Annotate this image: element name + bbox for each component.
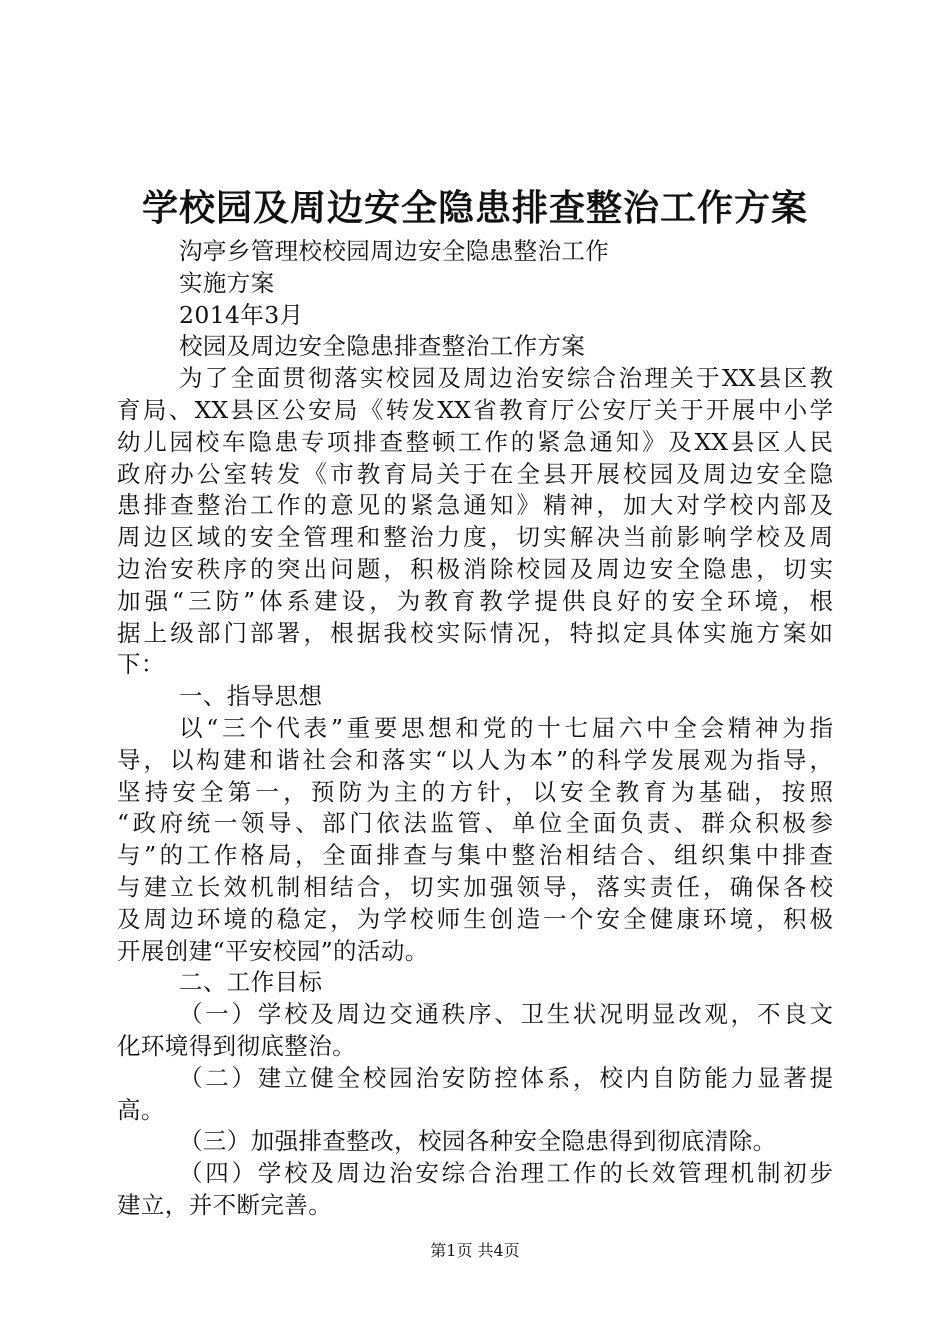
paragraph-line: 开展创建“平安校园”的活动。 — [117, 936, 429, 965]
paragraph-line: 边治安秩序的突出问题，积极消除校园及周边安全隐患，切实 — [117, 554, 833, 583]
paragraph-line: 下： — [117, 650, 165, 679]
paragraph-line: 政府办公室转发《市教育局关于在全县开展校园及周边安全隐 — [117, 459, 833, 488]
subtitle-line: 沟亭乡管理校校园周边安全隐患整治工作 — [179, 237, 610, 265]
section-heading: 二、工作目标 — [179, 968, 323, 997]
date-line: 2014年3月 — [179, 300, 304, 329]
list-item-line: （一）学校及周边交通秩序、卫生状况明显改观，不良文 — [179, 1000, 833, 1029]
paragraph-line: 与建立长效机制相结合，切实加强领导，落实责任，确保各校 — [117, 872, 833, 901]
paragraph-line: 育局、XX县区公安局《转发XX省教育厅公安厅关于开展中小学 — [117, 395, 833, 424]
paragraph-line: 患排查整治工作的意见的紧急通知》精神，加大对学校内部及 — [117, 491, 833, 520]
list-item-line: 化环境得到彻底整治。 — [117, 1031, 356, 1060]
paragraph-line: 导，以构建和谐社会和落实“以人为本”的科学发展观为指导， — [117, 745, 833, 774]
paragraph-line: 及周边环境的稳定，为学校师生创造一个安全健康环境，积极 — [117, 904, 833, 933]
list-item-line: 高。 — [117, 1095, 165, 1124]
paragraph-line: 坚持安全第一，预防为主的方针，以安全教育为基础，按照 — [117, 777, 833, 806]
paragraph-line: 加强“三防”体系建设，为教育教学提供良好的安全环境，根 — [117, 586, 833, 615]
section-heading: 一、指导思想 — [179, 682, 323, 711]
document-title: 学校园及周边安全隐患排查整治工作方案 — [141, 187, 808, 229]
list-item-line: （三）加强排查整改，校园各种安全隐患得到彻底清除。 — [179, 1127, 777, 1156]
paragraph-line: 据上级部门部署，根据我校实际情况，特拟定具体实施方案如 — [117, 618, 833, 647]
page-footer: 第1页 共4页 — [430, 1241, 520, 1260]
list-item-line: （四）学校及周边治安综合治理工作的长效管理机制初步 — [179, 1159, 833, 1188]
paragraph-line: 周边区域的安全管理和整治力度，切实解决当前影响学校及周 — [117, 523, 833, 552]
paragraph-line: “政府统一领导、部门依法监管、单位全面负责、群众积极参 — [117, 809, 833, 838]
paragraph-line: 以“三个代表”重要思想和党的十七届六中全会精神为指 — [179, 713, 833, 742]
list-item-line: （二）建立健全校园治安防控体系，校内自防能力显著提 — [179, 1063, 833, 1092]
paragraph-line: 与”的工作格局，全面排查与集中整治相结合、组织集中排查 — [117, 841, 833, 870]
list-item-line: 建立，并不断完善。 — [117, 1190, 333, 1219]
subtitle-line: 实施方案 — [179, 268, 275, 297]
document-body — [117, 236, 833, 1222]
paragraph-line: 为了全面贯彻落实校园及周边治安综合治理关于XX县区教 — [179, 364, 833, 393]
paragraph-line: 幼儿园校车隐患专项排查整顿工作的紧急通知》及XX县区人民 — [117, 427, 833, 456]
heading-line: 校园及周边安全隐患排查整治工作方案 — [179, 332, 586, 361]
